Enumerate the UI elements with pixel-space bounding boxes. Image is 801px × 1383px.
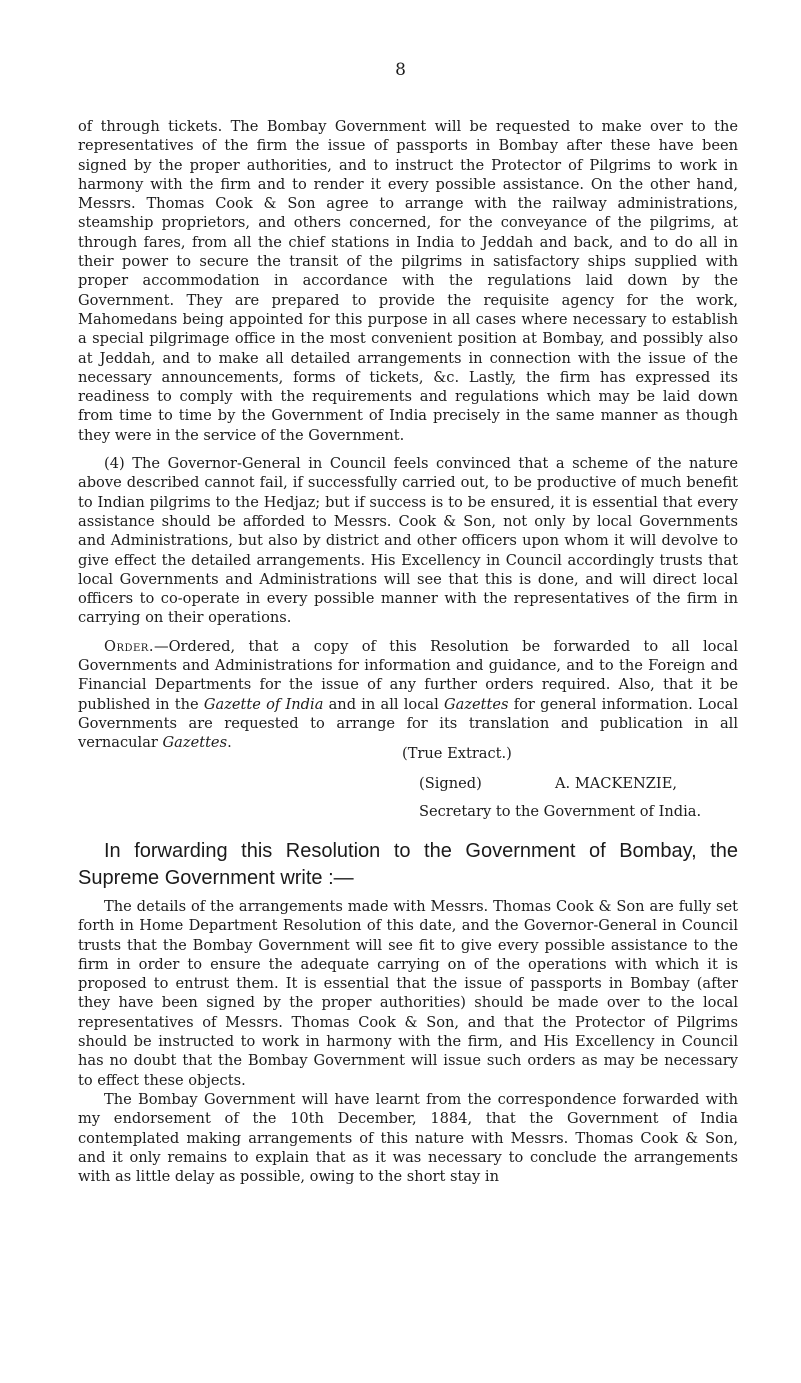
order-text-2: and in all local — [323, 695, 444, 713]
order-text-3: for general information. Local Governments are requested to arrange for its translation and publication in all vernacular — [78, 695, 739, 752]
body-lower — [78, 897, 738, 1186]
body-upper — [78, 117, 738, 753]
true-extract: (True Extract.) — [402, 745, 512, 762]
gazette-of-india: Gazette of India — [203, 695, 324, 713]
forwarding-heading: In forwarding this Resolution to the Government of Bombay, the Supreme Government write :— — [78, 840, 738, 889]
order-label: Order. — [104, 637, 154, 655]
order-text-1: —Ordered, that a copy of this Resolution be forwarded to all local Governments and Administrations for information and guidance, and to the Foreign and Financial Departments for the issue of any further orders required. Also, that it be published in the — [78, 637, 738, 713]
signatory-name: A. MACKENZIE, — [555, 775, 677, 792]
paragraph-bombay: The Bombay Government will have learnt from the correspondence forwarded with my endorsement of the 10th December, 1884, that the Government of India contemplated making arrangements of this nature with Messrs. Thomas Cook & Son, and it only remains to explain that as it was necessary to conclude the arrangements with as little delay as possible, owing to the short stay in — [78, 1090, 738, 1186]
gazettes-2: Gazettes — [162, 734, 228, 752]
order-paragraph — [78, 637, 738, 753]
signatory-title: Secretary to the Government of India. — [419, 803, 702, 820]
signed-label: (Signed) — [419, 775, 482, 792]
paragraph-continuation: of through tickets. The Bombay Government will be requested to make over to the representatives of the firm the issue of passports in Bombay after these have been signed by the proper authorities, and to instruct the Protector of Pilgrims to work in harmony with the firm and to render it every possible assistance. On the other hand, Messrs. Thomas Cook & Son agree to arrange with the railway administrations, steamship proprietors, and others concerned, for the conveyance of the pilgrims, at through fares, from all the chief stations in India to Jeddah and back, and to do all in their power to secure the transit of the pilgrims in satisfactory ships supplied with proper accommodation in accordance with the regulations laid down by the Government. They are prepared to provide the requisite agency for the work, Mahomedans being appointed for this purpose in all cases where necessary to establish a special pilgrimage office in the most convenient position at Bombay, and possibly also at Jeddah, and to make all detailed arrangements in connection with the issue of the necessary announcements, forms of tickets, &c. Lastly, the firm has expressed its readiness to comply with the requirements and regulations which may be laid down from time to time by the Government of India precisely in the same manner as though they were in the service of the Government. — [78, 118, 738, 444]
order-text-4: . — [227, 734, 232, 752]
paragraph-4: (4) The Governor-General in Council feels convinced that a scheme of the nature above described cannot fail, if successfully carried out, to be productive of much benefit to Indian pilgrims to the Hedjaz; but if success is to be ensured, it is essential that every assistance should be afforded to Messrs. Cook & Son, not only by local Governments and Administrations, but also by district and other officers upon whom it will devolve to give effect the detailed arrangements. His Excellency in Council accordingly trusts that local Governments and Administrations will see that this is done, and will direct local officers to co-operate in every possible manner with the representatives of the firm in carrying on their operations. — [78, 455, 738, 627]
paragraph-details: The details of the arrangements made with Messrs. Thomas Cook & Son are fully set forth in Home Department Resolution of this date, and the Governor-General in Council trusts that the Bombay Government will see fit to give every possible assistance to the firm in order to ensure the adequate carrying on of the operations with which it is proposed to entrust them. It is essential that the issue of passports in Bombay (after they have been signed by the proper authorities) should be made over to the local representatives of Messrs. Thomas Cook & Son, and that the Protector of Pilgrims should be instructed to work in harmony with the firm, and His Excellency in Council has no doubt that the Bombay Government will issue such orders as may be necessary to effect these objects. — [78, 898, 738, 1089]
page-number: 8 — [395, 60, 406, 80]
gazettes-1: Gazettes — [443, 695, 509, 713]
